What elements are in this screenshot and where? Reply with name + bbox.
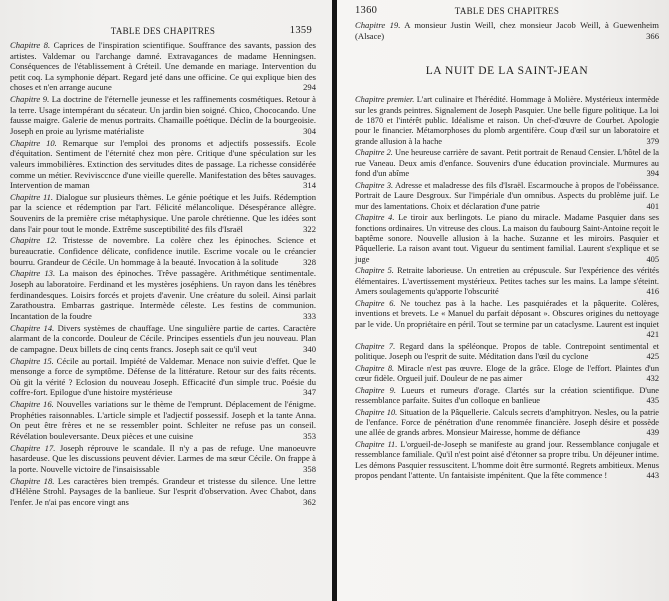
chapter-label: Chapitre 2. bbox=[355, 148, 393, 158]
chapter-label: Chapitre 18. bbox=[10, 475, 55, 486]
chapter-page: 333 bbox=[303, 310, 316, 321]
chapter-page: 394 bbox=[646, 169, 659, 179]
chapter-summary: Regard dans la spéléonque. Propos de table. Contrepoint sentimental et politique. Joseph ou l'esprit de suite. Méditation dans l'œil du cyclone bbox=[355, 341, 660, 362]
chapter-label: Chapitre 9. bbox=[355, 385, 396, 395]
chapter-summary: Le tiroir aux berlingots. Le piano du miracle. Madame Pasquier dans ses fonctions ordinaires. Un vitreuse des clous. La maison du faubourg Saint-Antoine reçoit le baptême sonore. Nouvelle allusion à la hache. Suzanne et les miroirs. Pasquier et Pâquellerie. La raison avant tout. Vigueur du sentiment familial. Laurent s'explique et se juge bbox=[355, 213, 660, 264]
running-title: TABLE DES CHAPITRES bbox=[454, 6, 560, 16]
chapter-page: 353 bbox=[303, 430, 316, 441]
chapter-label: Chapitre 19. bbox=[355, 20, 401, 30]
chapter-page: 314 bbox=[303, 180, 316, 191]
chapter-entry bbox=[355, 408, 659, 439]
chapter-label: Chapitre 8. bbox=[10, 40, 51, 50]
chapter-entry bbox=[355, 148, 659, 179]
chapter-summary: Ne touchez pas à la hache. Les pasquiérades et la pâquerite. Colères, inventions et brevets. Le « Manuel du parfait déposant ». Obscures origines du nettoyage par le vide. Un propriétaire en péril. Tout se termine par un cataclysme. Laurent est inquiet bbox=[355, 298, 659, 329]
chapter-summary: Remarque sur l'emploi des pronoms et adjectifs possessifs. Ecole d'équitation. Sentiment de l'éternité chez mon père. Critique d'une spéculation sur les valeurs immobilières. Extinction des servitudes dites de passage. La richesse considérée comme un métier. Revivisccnce d'une vieille querelle. Manifestation des bêtes sauvages. Intervention de maman bbox=[10, 137, 316, 191]
page-number: 1360 bbox=[355, 5, 378, 16]
chapter-entry bbox=[10, 399, 316, 441]
chapter-page: 294 bbox=[303, 82, 316, 93]
chapter-summary: Une heureuse carrière de savant. Petit portrait de Renaud Censier. L'hôtel de la rue Vaneau. Deux amis d'enfance. Souvenirs d'une éducation provinciale. Murmures au fond d'un abîme bbox=[355, 148, 660, 179]
chapter-summary: Miracle n'est pas œuvre. Eloge de la grâce. Eloge de l'effort. Plaintes d'un cœur fidèle. Orgueil juif. Douleur de ne pas aimer bbox=[355, 363, 660, 384]
chapter-label: Chapitre 10. bbox=[355, 407, 398, 417]
chapter-summary: Nouvelles variations sur le thème de l'emprunt. Déplacement de l'énigme. Prophéties raisonnables. L'article simple et l'adjectif possessif. Joseph et la tante Anna. On peut être frères et ne se ressembler point. Schleiter ne refuse pas un conseil. Révélation bouleversante. Deux pièces et une cuisine bbox=[10, 399, 316, 441]
chapter-label: Chapitre premier. bbox=[355, 95, 415, 105]
chapter-label: Chapitre 11. bbox=[10, 191, 54, 202]
chapter-entry bbox=[10, 192, 316, 234]
chapter-page: 362 bbox=[303, 496, 316, 507]
chapter-page: 425 bbox=[646, 352, 659, 362]
chapter-summary: Tristesse de novembre. La colère chez les épinoches. Science et bureaucratie. Confidence délicate, confidence inutile. Escrime vocale ou le créancier bourru. Grandeur de Cécile. Un hommage à la beauté. Invocation à la solitude bbox=[10, 235, 316, 267]
chapter-label: Chapitre 5. bbox=[355, 266, 394, 276]
left-running-head bbox=[10, 26, 316, 40]
chapter-summary: Joseph réprouve le scandale. Il n'y a pas de refuge. Une manoeuvre hasardeuse. Que les discussions peuvent dévier. Larmes de ma sœur Cécile. On frappe à la porte. Nouvelle victoire de l'insaisissable bbox=[10, 442, 316, 474]
chapter-summary: Dialogue sur plusieurs thèmes. Le génie poétique et les Juifs. Rédemption par la science et rédemption par l'art. Félicité mélancolique. Désespérance allègre. Souvenirs de la première crise métaphysique. Une parole chrétienne. Que les idées sont dans l'air pour tout le monde. Extrême susceptibilité des fils d'Israël bbox=[10, 191, 316, 234]
chapter-label: Chapitre 9. bbox=[10, 94, 50, 105]
chapter-summary: Les caractères bien trempés. Grandeur et tristesse du silence. Une lettre d'Hélène Strohl. Paysages de la banlieue. Sur l'esprit d'observation. Avec Chabot, dans l'enfer. Je n'ai pas encore vingt ans bbox=[10, 475, 316, 507]
chapter-entry bbox=[10, 138, 316, 191]
chapter-page: 328 bbox=[303, 256, 316, 267]
chapter-label: Chapitre 12. bbox=[10, 235, 57, 246]
chapter-label: Chapitre 6. bbox=[355, 298, 396, 308]
chapter-label: Chapitre 11. bbox=[355, 440, 398, 450]
chapter-entry bbox=[355, 181, 659, 212]
chapter-summary: La doctrine de l'éternelle jeunesse et les raffinements cosmétiques. Retour à la terre. Usage intempérant du sécateur. Un jardin bien soigné. Chico, Chococando. Une fausse maigre. Galerie de menus portraits. Chamaille poétique. Déclin de la bourgeoisie. Joseph en proie au lyrisme matérialiste bbox=[10, 94, 316, 136]
chapter-summary: L'art culinaire et l'hérédité. Hommage à Molière. Mystérieux intermède sur les grands peintres. Signalement de Joseph Pasquier. Une belle figure politique. La loi de 1870 et l'intérêt public. Idéalisme et raison. Un chef-d'œuvre de Courbet. Apologie pour le financier. Métamorphoses du plomb argentifère. Coup d'œil sur un laboratoire et grande allusion à la hache bbox=[355, 95, 659, 146]
chapter-page: 366 bbox=[646, 30, 659, 41]
chapter-label: Chapitre 3. bbox=[355, 180, 394, 190]
chapter-entry bbox=[355, 342, 659, 363]
chapter-entry bbox=[10, 443, 316, 475]
chapter-entry bbox=[10, 40, 316, 93]
chapter-label: Chapitre 4. bbox=[355, 213, 395, 223]
chapter-summary: Situation de la Pâquellerie. Calculs secrets d'amphitryon. Nesles, ou la patrie de l'enfance. Force de pénétration d'une renommée financière. Joseph désire et possède une allée de grands arbres. Monsieur Mairesse, homme de défiance bbox=[355, 407, 659, 438]
chapter-page: 340 bbox=[303, 343, 316, 354]
chapter-summary: Adresse et maladresse des fils d'Israël. Escarmouche à propos de l'obéissance. Portrait de Laure Desgroux. Sur l'impériale d'un omnibus. Aspects du problème juif. Le mur des lamentations. Choix et déclaration d'une patrie bbox=[355, 180, 660, 211]
chapter-page: 443 bbox=[646, 471, 659, 481]
chapter-summary: La maison des épinoches. Trêve passagère. Arithmétique sentimentale. Joseph au laboratoire. Ferdinand et les mystères joséphiens. Un rayon dans les ténèbres ferdinandesques. Loisirs forcés et projets d'avenir. Une créature du soleil. Ainsi parlait Zarathoustra. Embarras gastrique. Intermède céleste. Les festins de communion. Incantation de la foudre bbox=[10, 268, 316, 321]
chapter-page: 405 bbox=[646, 254, 659, 264]
chapter-entry bbox=[355, 266, 659, 297]
chapter-label: Chapitre 17. bbox=[10, 442, 56, 453]
chapter-summary: Lueurs et rumeurs d'orage. Clartés sur la création scientifique. D'une ressemblance parfaite. Suites d'un colloque en banlieue bbox=[355, 385, 660, 406]
chapter-page: 304 bbox=[303, 125, 316, 136]
chapter-page: 439 bbox=[646, 428, 659, 438]
running-title: TABLE DES CHAPITRES bbox=[110, 26, 216, 36]
chapter-label: Chapitre 7. bbox=[355, 341, 396, 351]
chapter-label: Chapitre 14. bbox=[10, 322, 55, 333]
chapter-entry bbox=[355, 213, 659, 265]
chapter-entry bbox=[355, 364, 659, 385]
chapter-page: 347 bbox=[303, 387, 316, 398]
chapter-entry bbox=[10, 356, 316, 398]
chapter-page: 435 bbox=[646, 396, 659, 406]
chapter-entry bbox=[10, 268, 316, 321]
chapter-label: Chapitre 16. bbox=[10, 399, 54, 410]
chapter-entry bbox=[10, 94, 316, 136]
chapter-entry bbox=[355, 299, 659, 341]
page-number: 1359 bbox=[289, 25, 312, 36]
chapter-summary: A monsieur Justin Weill, chez monsieur Jacob Weill, à Guewenheim (Alsace) bbox=[355, 20, 659, 41]
chapter-page: 432 bbox=[646, 374, 659, 384]
chapter-summary: Cécile au portail. Impiété de Valdemar. Menace non suivie d'effet. Que le mensonge a force de symptôme. Défense de la littérature. Retour sur des faits récents. Où git la vérité ? Eclosion du nouveau Joseph. Efficacité d'un simple truc. Poésie du coffre-fort. Epilogue d'une histoire mystérieuse bbox=[10, 355, 316, 398]
chapter-entry bbox=[355, 386, 659, 407]
chapter-entry bbox=[10, 323, 316, 355]
chapter-entry bbox=[355, 95, 659, 147]
chapter-summary: L'orgueil-de-Joseph se manifeste au grand jour. Ressemblance conjugale et ressemblance familiale. Qu'il n'est point aisé d'étonner sa propre tribu. Un déjeuner intime. Les démons Pasquier ressuscitent. L'homme doit être surmonté. Regrets ambitieux. Menus propos pendant l'attente. Un fantaisiste impénitent. Que la fête commence ! bbox=[355, 440, 660, 481]
chapter-label: Chapitre 13. bbox=[10, 268, 56, 279]
right-running-head bbox=[355, 6, 659, 20]
right-page bbox=[337, 0, 669, 601]
chapter-summary: Retraite laborieuse. Un entretien au crépuscule. Sur l'expérience des vérités élémentaires. L'avertissement mystérieux. Petites taches sur les mains. La lampe s'éteint. Amers soulagements qu'apporte l'obscurité bbox=[355, 266, 660, 297]
chapter-entry bbox=[355, 440, 659, 482]
chapter-entry bbox=[10, 235, 316, 267]
chapter-page: 421 bbox=[646, 330, 659, 340]
chapter-list bbox=[355, 95, 659, 482]
chapter-entry bbox=[355, 20, 659, 41]
chapter-summary: Divers systèmes de chauffage. Une singulière partie de cartes. Caractère alarmant de la concorde. Douleur de Cécile. Principes essentiels d'un jeu nouveau. Plan de campagne. Deux billets de cinq cents francs. Joseph sait ce qu'il veut bbox=[10, 322, 316, 354]
chapter-label: Chapitre 10. bbox=[10, 137, 57, 148]
chapter-summary: Caprices de l'inspiration scientifique. Souffrance des savants, passion des artistes. Valdemar ou l'archange damné. Extravagances de madame Henningsen. Conséquences de l'établissement à Créteil. Une demande en mariage. Intervention du petit coq. La symphonie départ. Regard jeté dans une officine. Ce qui explique bien des choses et n'en arrange aucune bbox=[10, 40, 316, 93]
chapter-page: 379 bbox=[646, 136, 659, 146]
chapter-label: Chapitre 8. bbox=[355, 363, 395, 373]
chapter-page: 322 bbox=[303, 223, 316, 234]
left-page bbox=[0, 0, 332, 601]
chapter-list bbox=[10, 40, 316, 507]
chapter-label: Chapitre 15. bbox=[10, 355, 54, 366]
chapter-page: 416 bbox=[646, 287, 659, 297]
chapter-page: 401 bbox=[646, 201, 659, 211]
part-title: LA NUIT DE LA SAINT-JEAN bbox=[425, 65, 589, 78]
chapter-entry bbox=[10, 476, 316, 508]
chapter-page: 358 bbox=[303, 463, 316, 474]
